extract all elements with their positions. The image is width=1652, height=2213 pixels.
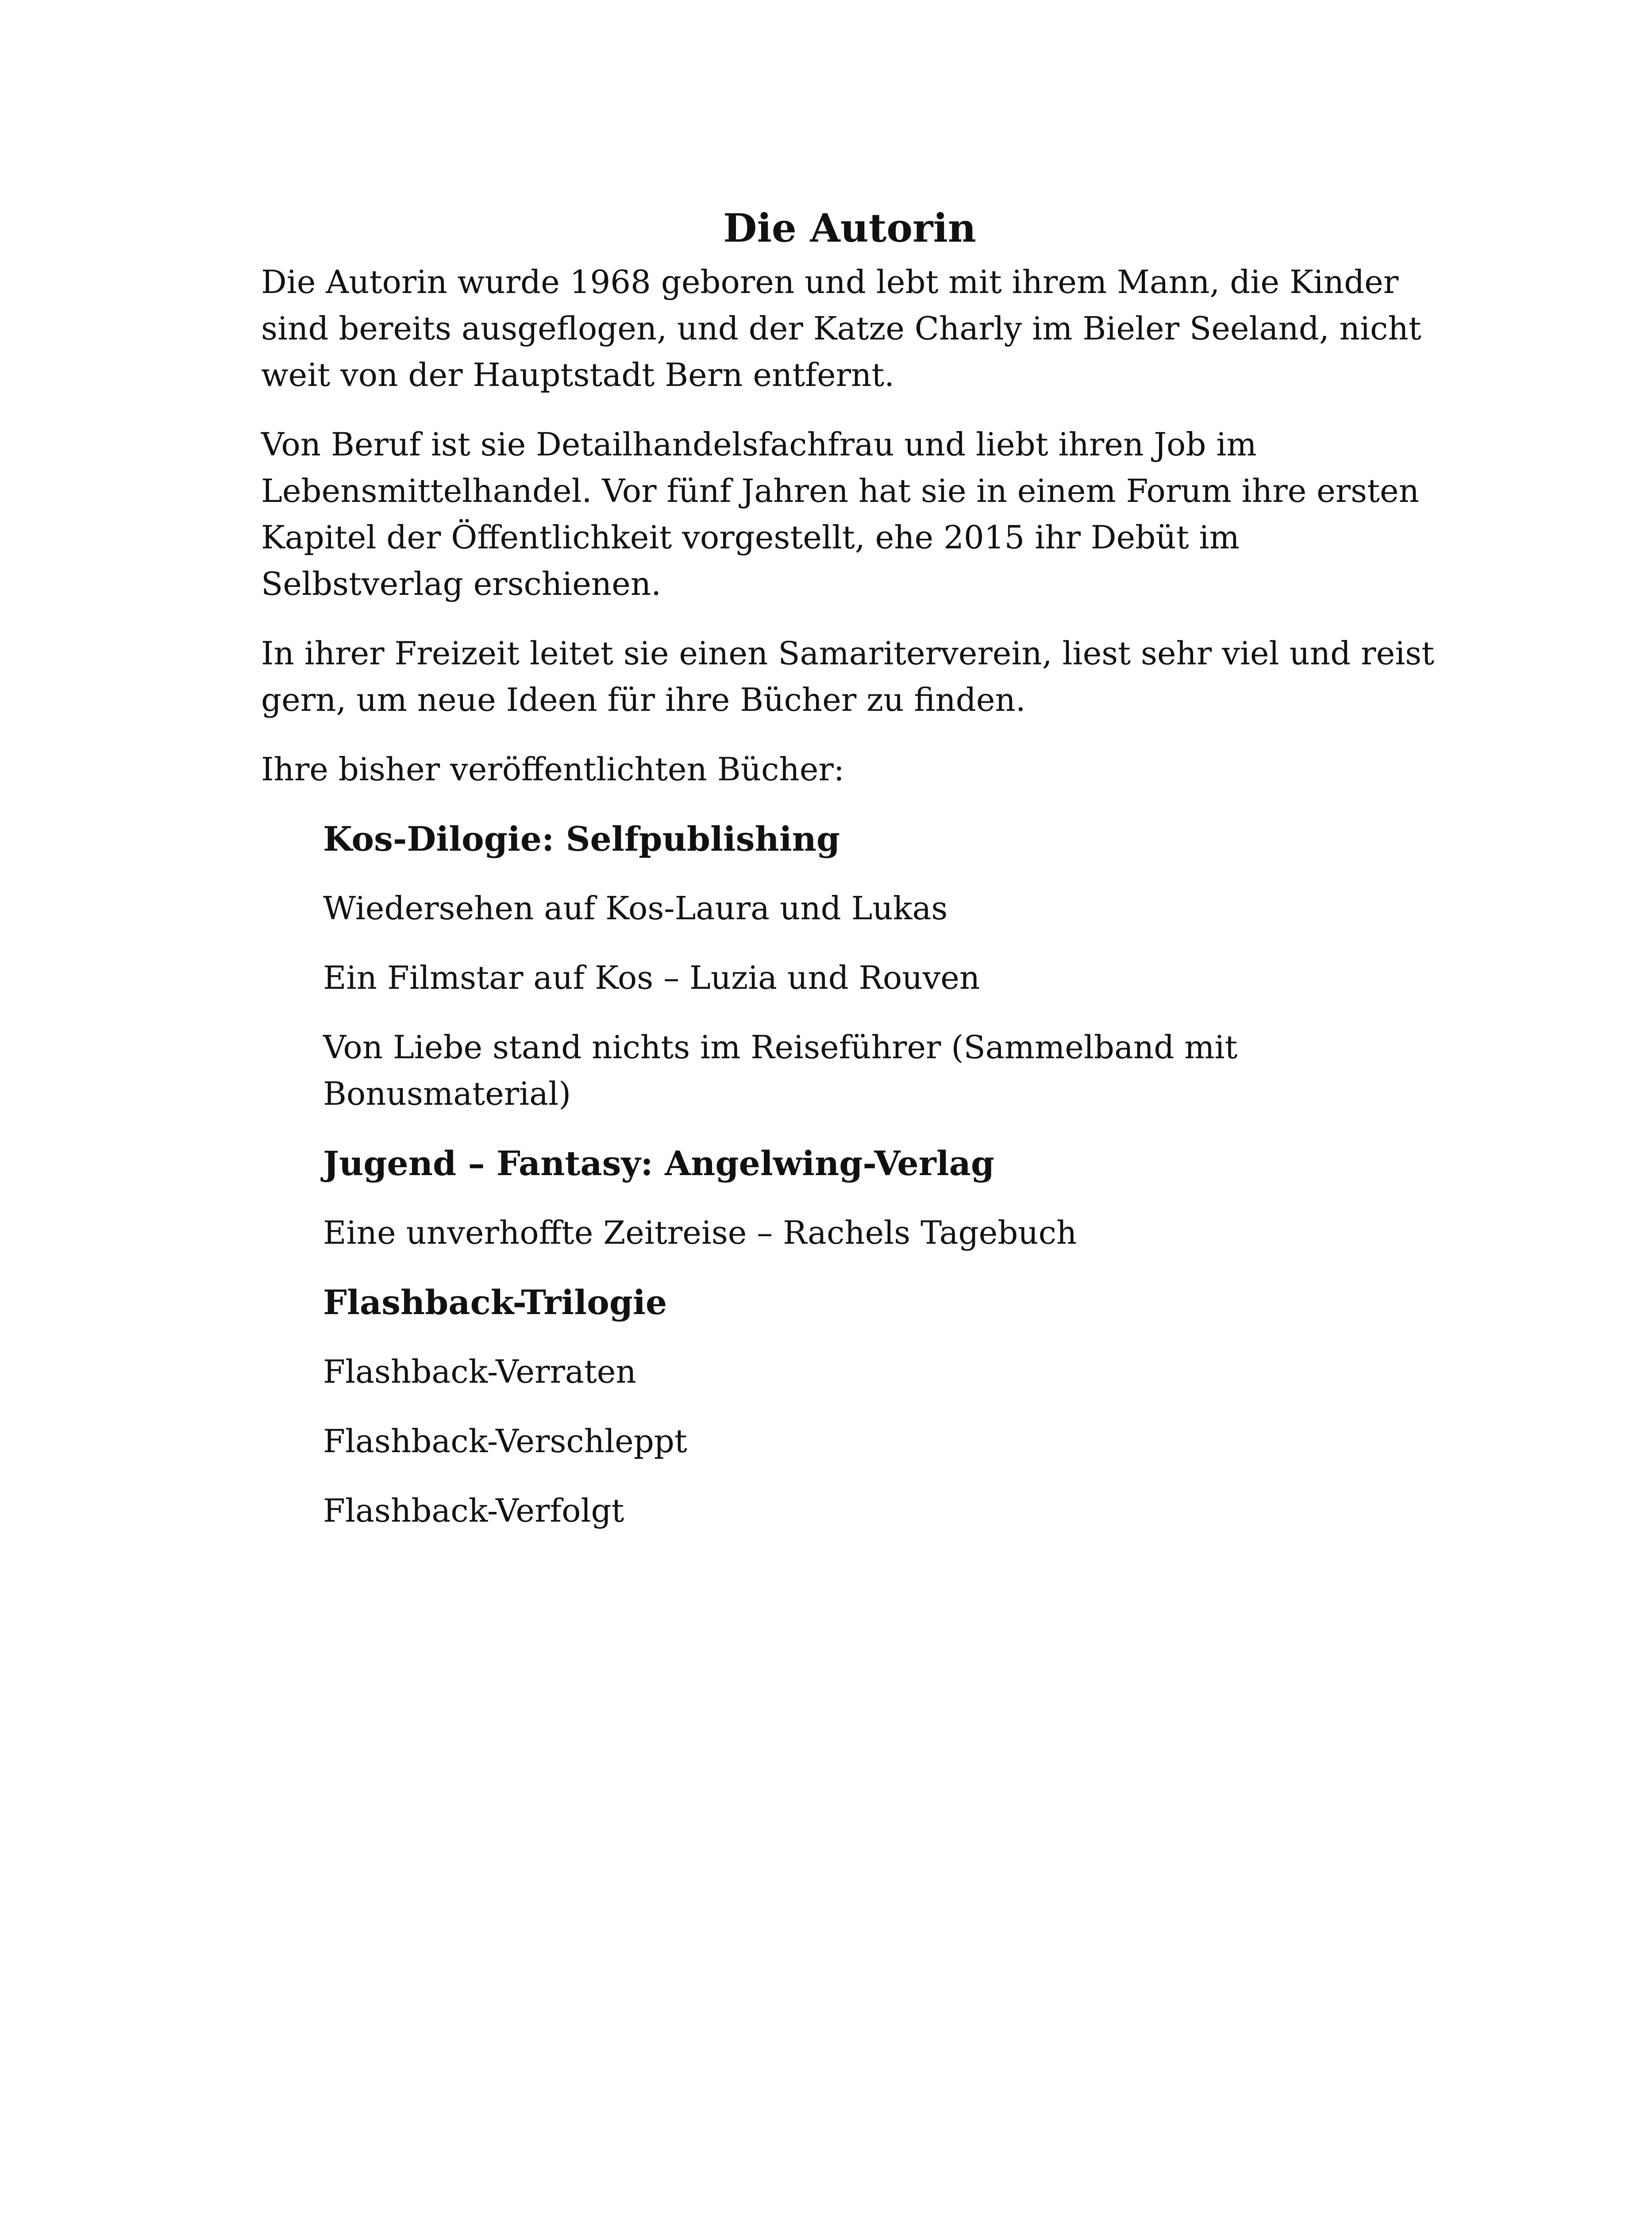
book-title: Flashback-Verfolgt bbox=[323, 1492, 624, 1529]
book-title: Wiedersehen auf Kos-Laura und Lukas bbox=[323, 890, 948, 927]
book-group-heading: Kos-Dilogie: Selfpublishing bbox=[323, 819, 840, 859]
book-group-heading: Jugend – Fantasy: Angelwing-Verlag bbox=[323, 1144, 995, 1183]
book-group-heading: Flashback-Trilogie bbox=[323, 1283, 667, 1322]
book-title: Flashback-Verraten bbox=[323, 1353, 636, 1390]
book-title: Ein Filmstar auf Kos – Luzia und Rouven bbox=[323, 959, 980, 996]
document-page bbox=[261, 201, 1438, 1557]
book-title: Von Liebe stand nichts im Reiseführer (Sammelband mit Bonusmaterial) bbox=[323, 1029, 1238, 1112]
books-intro: Ihre bisher veröffentlichten Bücher: bbox=[261, 751, 845, 788]
bio-paragraph-hobbies: In ihrer Freizeit leitet sie einen Samariterverein, liest sehr viel und reist gern, um neue Ideen für ihre Bücher zu finden. bbox=[261, 635, 1435, 718]
bio-paragraph-career: Von Beruf ist sie Detailhandelsfachfrau und liebt ihren Job im Lebensmittelhandel. Vor fünf Jahren hat sie in einem Forum ihre ersten Kapitel der Öffentlichkeit vorgestellt, ehe 2015 ihr Debüt im Selbstverlag erschienen. bbox=[261, 426, 1419, 602]
page-title: Die Autorin bbox=[723, 205, 976, 251]
book-list bbox=[323, 816, 1438, 1534]
book-title: Flashback-Verschleppt bbox=[323, 1423, 687, 1460]
book-title: Eine unverhoffte Zeitreise – Rachels Tagebuch bbox=[323, 1214, 1077, 1251]
bio-paragraph-origin: Die Autorin wurde 1968 geboren und lebt mit ihrem Mann, die Kinder sind bereits ausgeflogen, und der Katze Charly im Bieler Seeland, nicht weit von der Hauptstadt Bern entfernt. bbox=[261, 263, 1421, 393]
